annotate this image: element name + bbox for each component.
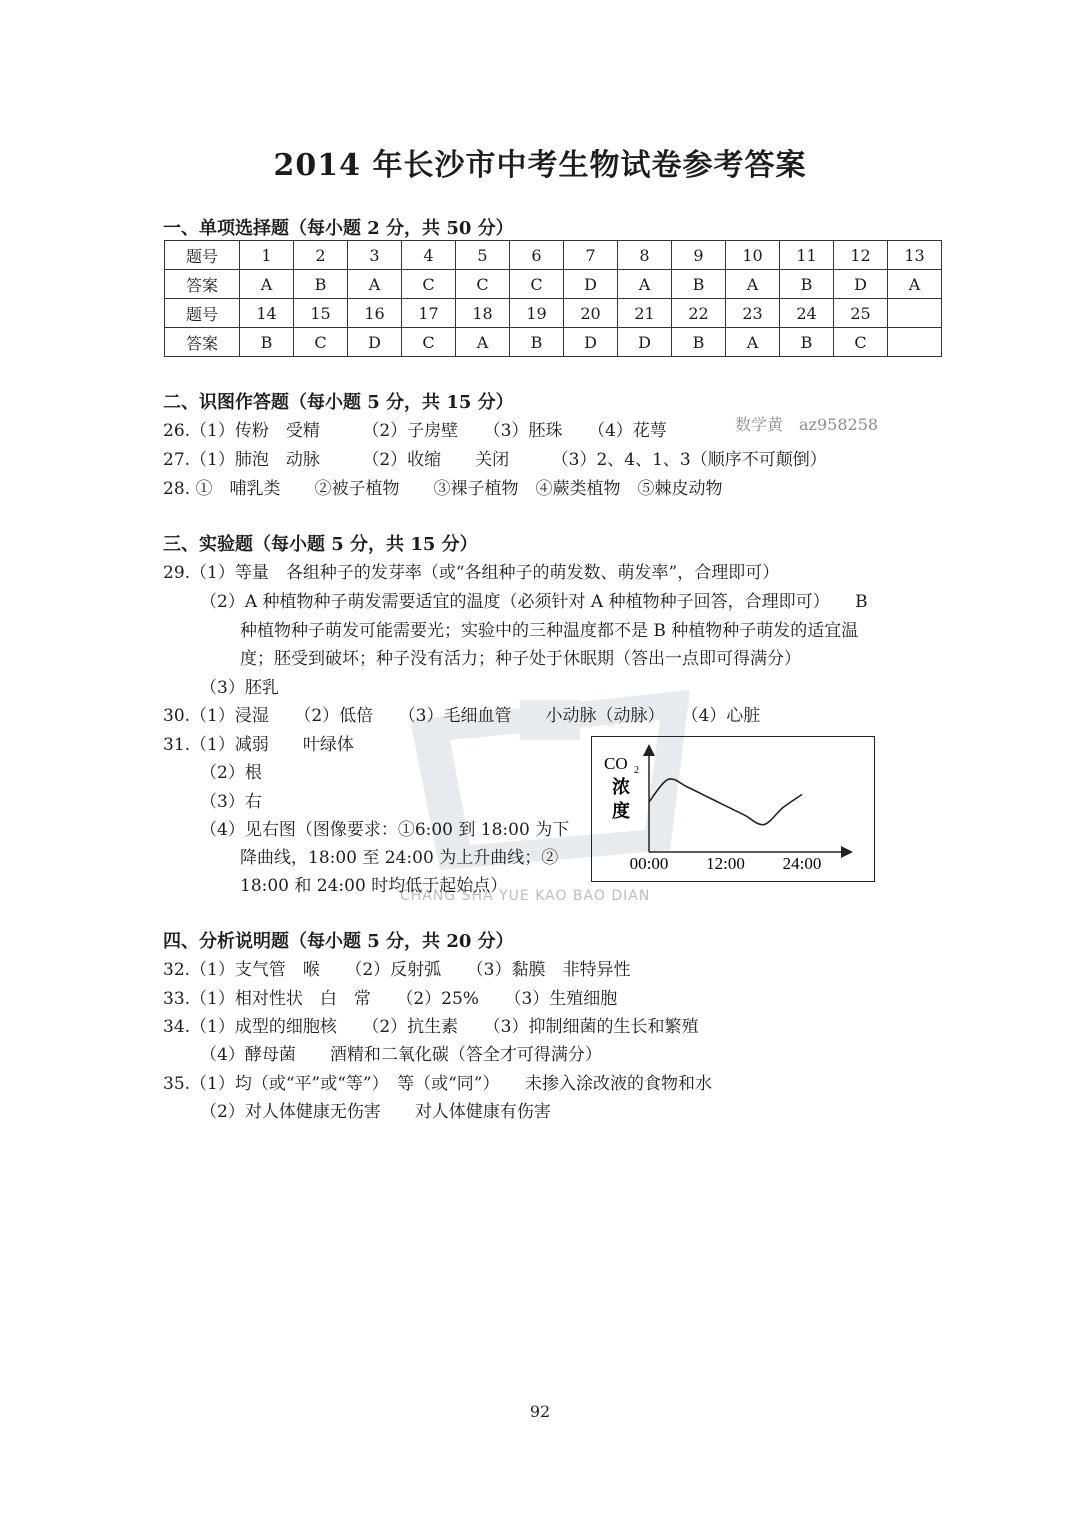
answer-33: 33.（1）相对性状 白 常 （2）25% （3）生殖细胞 bbox=[163, 989, 618, 1009]
table-cell: 20 bbox=[564, 299, 618, 328]
co2-curve bbox=[649, 779, 802, 825]
table-cell: C bbox=[402, 328, 456, 357]
answer-35-2: （2）对人体健康无伤害 对人体健康有伤害 bbox=[200, 1102, 551, 1122]
table-cell: 23 bbox=[726, 299, 780, 328]
table-cell: 15 bbox=[294, 299, 348, 328]
table-row bbox=[165, 328, 942, 357]
table-row-label: 答案 bbox=[165, 270, 240, 299]
table-cell: 22 bbox=[672, 299, 726, 328]
table-cell: 8 bbox=[618, 241, 672, 270]
page-title: 2014 年长沙市中考生物试卷参考答案 bbox=[273, 148, 807, 183]
section2-heading: 二、识图作答题（每小题 5 分，共 15 分） bbox=[163, 392, 514, 413]
table-cell: 9 bbox=[672, 241, 726, 270]
table-cell: 25 bbox=[834, 299, 888, 328]
table-cell: D bbox=[618, 328, 672, 357]
table-cell: A bbox=[888, 270, 942, 299]
table-cell: D bbox=[834, 270, 888, 299]
y-label-sub: 2 bbox=[634, 765, 639, 776]
table-cell: B bbox=[240, 328, 294, 357]
table-cell: C bbox=[834, 328, 888, 357]
answer-27: 27.（1）肺泡 动脉 （2）收缩 关闭 （3）2、4、1、3（顺序不可颠倒） bbox=[163, 450, 827, 470]
table-cell: C bbox=[456, 270, 510, 299]
answer-30: 30.（1）浸湿 （2）低倍 （3）毛细血管 小动脉（动脉） （4）心脏 bbox=[163, 706, 761, 726]
table-cell: B bbox=[780, 328, 834, 357]
x-tick-2: 24:00 bbox=[782, 854, 822, 873]
answer-31-1: 31.（1）减弱 叶绿体 bbox=[163, 735, 354, 755]
table-row bbox=[165, 270, 942, 299]
y-label-nong: 浓 bbox=[612, 777, 630, 798]
table-row-label: 题号 bbox=[165, 241, 240, 270]
y-label-co: CO bbox=[604, 754, 628, 773]
answer-35-1: 35.（1）均（或“平”或“等”） 等（或“同”） 未掺入涂改液的食物和水 bbox=[163, 1074, 712, 1094]
answer-29-2: （2）A 种植物种子萌发需要适宜的温度（必须针对 A 种植物种子回答，合理即可） B bbox=[200, 592, 868, 612]
answer-29-1: 29.（1）等量 各组种子的发芽率（或“各组种子的萌发数、萌发率”，合理即可） bbox=[163, 563, 780, 583]
answer-29-2-cont1: 种植物种子萌发可能需要光；实验中的三种温度都不是 B 种植物种子萌发的适宜温 bbox=[240, 621, 859, 641]
table-cell: 3 bbox=[348, 241, 402, 270]
table-cell: 17 bbox=[402, 299, 456, 328]
table-cell: 13 bbox=[888, 241, 942, 270]
answer-29-2-cont2: 度；胚受到破坏；种子没有活力；种子处于休眠期（答出一点即可得满分） bbox=[240, 649, 801, 669]
table-cell: 1 bbox=[240, 241, 294, 270]
table-cell: A bbox=[726, 270, 780, 299]
table-cell: 16 bbox=[348, 299, 402, 328]
table-cell: D bbox=[348, 328, 402, 357]
x-tick-1: 12:00 bbox=[706, 854, 745, 873]
table-cell: 2 bbox=[294, 241, 348, 270]
y-label-du: 度 bbox=[612, 801, 630, 822]
watermark-subtitle: CHANG SHA YUE KAO BAO DIAN bbox=[400, 888, 651, 904]
table-cell: A bbox=[618, 270, 672, 299]
answer-28: 28. ① 哺乳类 ②被子植物 ③裸子植物 ④蕨类植物 ⑤棘皮动物 bbox=[163, 479, 723, 499]
table-cell: 18 bbox=[456, 299, 510, 328]
answer-34-1: 34.（1）成型的细胞核 （2）抗生素 （3）抑制细菌的生长和繁殖 bbox=[163, 1017, 699, 1037]
table-cell: C bbox=[510, 270, 564, 299]
table-cell: D bbox=[564, 270, 618, 299]
table-cell: 11 bbox=[780, 241, 834, 270]
watermark-text: 数学黄 az958258 bbox=[735, 415, 879, 434]
section1-heading: 一、单项选择题（每小题 2 分，共 50 分） bbox=[163, 218, 514, 239]
x-tick-0: 00:00 bbox=[629, 854, 669, 873]
table-cell: A bbox=[726, 328, 780, 357]
table-row-label: 答案 bbox=[165, 328, 240, 357]
answer-table bbox=[164, 240, 942, 357]
section3-heading: 三、实验题（每小题 5 分，共 15 分） bbox=[163, 534, 478, 555]
table-cell: 5 bbox=[456, 241, 510, 270]
co2-chart-svg bbox=[592, 737, 874, 881]
answer-31-4-cont1: 降曲线，18:00 至 24:00 为上升曲线；② bbox=[240, 848, 559, 868]
table-cell: 10 bbox=[726, 241, 780, 270]
table-cell: D bbox=[564, 328, 618, 357]
table-row bbox=[165, 299, 942, 328]
table-cell: B bbox=[294, 270, 348, 299]
table-cell: 4 bbox=[402, 241, 456, 270]
table-row-label: 题号 bbox=[165, 299, 240, 328]
section4-heading: 四、分析说明题（每小题 5 分，共 20 分） bbox=[163, 931, 514, 952]
answer-31-4: （4）见右图（图像要求：①6:00 到 18:00 为下 bbox=[200, 820, 570, 840]
table-cell bbox=[888, 328, 942, 357]
table-cell: B bbox=[510, 328, 564, 357]
table-cell: A bbox=[240, 270, 294, 299]
table-cell: 24 bbox=[780, 299, 834, 328]
answer-31-2: （2）根 bbox=[200, 763, 262, 783]
answer-29-3: （3）胚乳 bbox=[200, 678, 279, 698]
table-cell: B bbox=[672, 270, 726, 299]
table-cell: 19 bbox=[510, 299, 564, 328]
table-cell: 14 bbox=[240, 299, 294, 328]
answer-31-3: （3）右 bbox=[200, 792, 262, 812]
table-cell bbox=[888, 299, 942, 328]
table-cell: 7 bbox=[564, 241, 618, 270]
answer-26: 26.（1）传粉 受精 （2）子房壁 （3）胚珠 （4）花萼 bbox=[163, 421, 667, 441]
table-cell: B bbox=[672, 328, 726, 357]
table-cell: A bbox=[348, 270, 402, 299]
table-cell: B bbox=[780, 270, 834, 299]
table-cell: 12 bbox=[834, 241, 888, 270]
table-cell: C bbox=[402, 270, 456, 299]
co2-chart bbox=[591, 736, 875, 882]
answer-31-4-cont2: 18:00 和 24:00 时均低于起始点） bbox=[240, 876, 508, 896]
table-cell: 6 bbox=[510, 241, 564, 270]
page-number: 92 bbox=[529, 1402, 551, 1421]
table-cell: 21 bbox=[618, 299, 672, 328]
answer-32: 32.（1）支气管 喉 （2）反射弧 （3）黏膜 非特异性 bbox=[163, 960, 631, 980]
table-cell: A bbox=[456, 328, 510, 357]
table-row bbox=[165, 241, 942, 270]
table-cell: C bbox=[294, 328, 348, 357]
answer-34-4: （4）酵母菌 酒精和二氧化碳（答全才可得满分） bbox=[200, 1045, 602, 1065]
